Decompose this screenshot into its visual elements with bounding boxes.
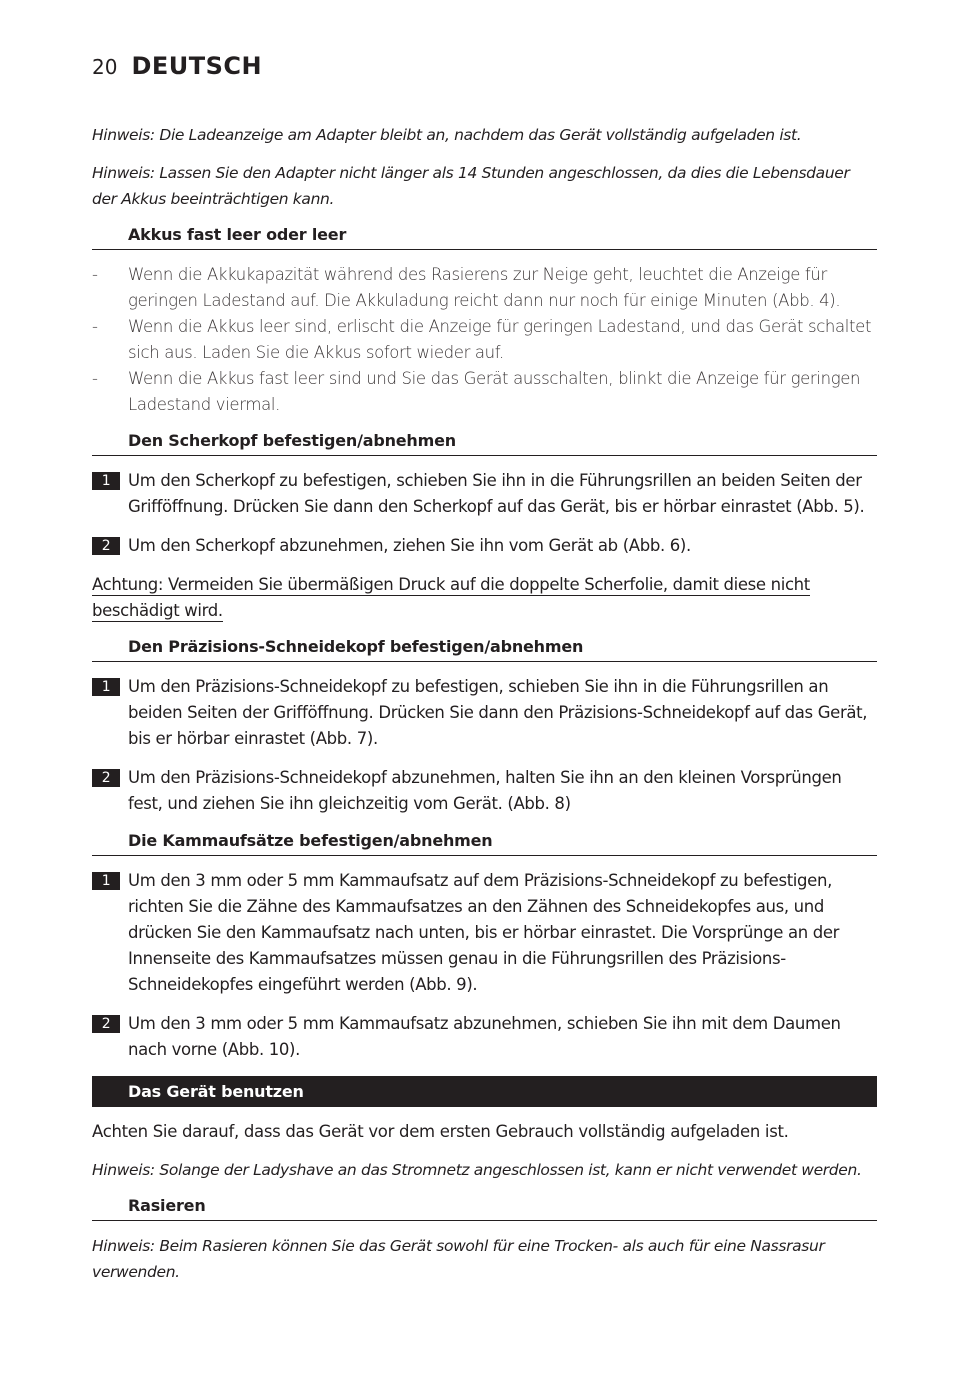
list-item (92, 262, 877, 314)
list-item-text: Wenn die Akkukapazität während des Rasierens zur Neige geht, leuchtet die Anzeige für geringen Ladestand auf. Die Akkuladung reicht dann nur noch für einige Minuten (Abb. 4). (128, 265, 841, 310)
page-number: 20 (92, 55, 118, 79)
step-number-badge: 1 (92, 678, 120, 696)
dash-bullet: - (92, 369, 98, 388)
step-number-badge: 2 (92, 537, 120, 555)
language-title: DEUTSCH (131, 52, 263, 80)
step-text: Um den 3 mm oder 5 mm Kammaufsatz abzunehmen, schieben Sie ihn mit dem Daumen nach vorne (Abb. 10). (128, 1014, 841, 1059)
heading-comb: Die Kammaufsätze befestigen/abnehmen (92, 830, 877, 856)
list-item (92, 366, 877, 418)
step-number-badge: 2 (92, 1015, 120, 1033)
step-number-badge: 1 (92, 472, 120, 490)
step-item (92, 533, 877, 559)
list-item (92, 314, 877, 366)
heading-using-device: Das Gerät benutzen (92, 1076, 877, 1107)
step-item (92, 1011, 877, 1063)
note-adapter-duration: Hinweis: Lassen Sie den Adapter nicht länger als 14 Stunden angeschlossen, da dies die Lebensdauer der Akkus beeinträchtigen kann. (92, 164, 850, 208)
step-number-badge: 1 (92, 872, 120, 890)
page-content (92, 122, 877, 1297)
step-number-badge: 2 (92, 769, 120, 787)
dash-bullet: - (92, 317, 98, 336)
list-item-text: Wenn die Akkus fast leer sind und Sie das Gerät ausschalten, blinkt die Anzeige für geringen Ladestand viermal. (128, 369, 861, 414)
step-item (92, 765, 877, 817)
step-text: Um den Scherkopf zu befestigen, schieben Sie ihn in die Führungsrillen an beiden Seiten der Grifföffnung. Drücken Sie dann den Scherkopf auf das Gerät, bis er hörbar einrastet (Abb. 5). (128, 471, 865, 516)
heading-shaving: Rasieren (92, 1195, 877, 1221)
step-text: Um den Präzisions-Schneidekopf abzunehmen, halten Sie ihn an den kleinen Vorsprüngen fest, und ziehen Sie ihn gleichzeitig vom Gerät. (Abb. 8) (128, 768, 842, 813)
step-text: Um den Präzisions-Schneidekopf zu befestigen, schieben Sie ihn in die Führungsrillen an beiden Seiten der Grifföffnung. Drücken Sie dann den Präzisions-Schneidekopf auf das Gerät, bis er hörbar einrastet (Abb. 7). (128, 677, 868, 748)
heading-battery-low: Akkus fast leer oder leer (92, 224, 877, 250)
step-item (92, 468, 877, 520)
step-item (92, 868, 877, 998)
page-header (92, 52, 262, 80)
note-mains-connected: Hinweis: Solange der Ladyshave an das Stromnetz angeschlossen ist, kann er nicht verwendet werden. (92, 1161, 862, 1179)
body-charge-first: Achten Sie darauf, dass das Gerät vor dem ersten Gebrauch vollständig aufgeladen ist. (92, 1122, 789, 1141)
step-text: Um den Scherkopf abzunehmen, ziehen Sie ihn vom Gerät ab (Abb. 6). (128, 536, 691, 555)
dash-bullet: - (92, 265, 98, 284)
step-item (92, 674, 877, 752)
note-charging-light: Hinweis: Die Ladeanzeige am Adapter bleibt an, nachdem das Gerät vollständig aufgeladen ist. (92, 126, 802, 144)
battery-list (92, 262, 877, 418)
caution-underlined: Achtung: Vermeiden Sie übermäßigen Druck auf die doppelte Scherfolie, damit diese nicht beschädigt wird. (92, 575, 810, 620)
step-text: Um den 3 mm oder 5 mm Kammaufsatz auf dem Präzisions-Schneidekopf zu befestigen, richten Sie die Zähne des Kammaufsatzes an den Zähnen des Schneidekopfes aus, und drücken Sie den Kammaufsatz nach unten, bis er hörbar einrastet. Die Vorsprünge an der Innenseite des Kammaufsatzes müssen genau in die Führungsrillen des Präzisions-Schneidekopfes eingeführt werden (Abb. 9). (128, 871, 840, 994)
list-item-text: Wenn die Akkus leer sind, erlischt die Anzeige für geringen Ladestand, und das Gerät schaltet sich aus. Laden Sie die Akkus sofort wieder auf. (128, 317, 872, 362)
heading-precision-head: Den Präzisions-Schneidekopf befestigen/abnehmen (92, 636, 877, 662)
note-wet-dry: Hinweis: Beim Rasieren können Sie das Gerät sowohl für eine Trocken- als auch für eine Nassrasur verwenden. (92, 1237, 825, 1281)
caution-text (92, 572, 877, 624)
heading-shaving-head: Den Scherkopf befestigen/abnehmen (92, 430, 877, 456)
